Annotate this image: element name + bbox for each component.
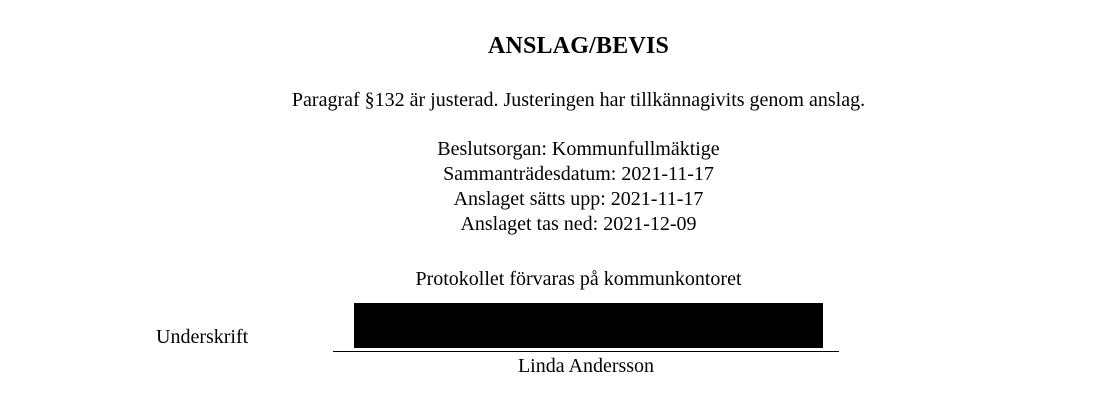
justification-statement: Paragraf §132 är justerad. Justeringen har tillkännagivits genom anslag. xyxy=(291,89,866,111)
posting-date: Anslaget sätts upp: 2021-11-17 xyxy=(453,188,704,210)
signature-label: Underskrift xyxy=(156,326,249,348)
redacted-signature xyxy=(354,303,823,348)
removal-date: Anslaget tas ned: 2021-12-09 xyxy=(460,213,697,235)
meeting-date: Sammanträdesdatum: 2021-11-17 xyxy=(443,163,714,185)
archive-location: Protokollet förvaras på kommunkontoret xyxy=(415,268,742,290)
signer-name: Linda Andersson xyxy=(517,355,655,377)
page-title: ANSLAG/BEVIS xyxy=(487,33,670,59)
signature-line xyxy=(333,351,839,352)
meeting-details xyxy=(0,137,1113,237)
decision-body: Beslutsorgan: Kommunfullmäktige xyxy=(437,138,720,160)
